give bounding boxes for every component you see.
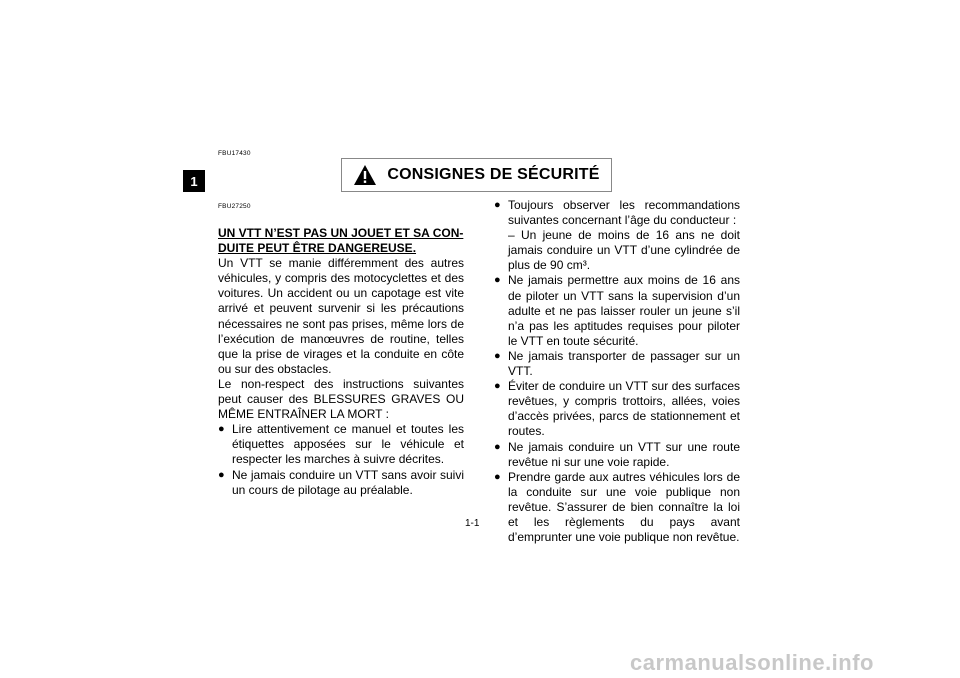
warning-heading-line-1: UN VTT N’EST PAS UN JOUET ET SA CON- [218, 226, 464, 240]
list-item-subtext: – Un jeune de moins de 16 ans ne doit jamais conduire un VTT d’une cylindrée de plus de 90 cm³. [508, 228, 740, 273]
bullet-icon: ● [494, 440, 501, 453]
bullet-icon: ● [494, 349, 501, 362]
bullet-icon: ● [494, 380, 501, 393]
list-item [494, 440, 740, 470]
list-item-text: Ne jamais conduire un VTT sur une route revêtue ni sur une voie rapide. [508, 439, 740, 469]
list-item-text: Ne jamais conduire un VTT sans avoir suivi un cours de pilotage au préalable. [232, 467, 464, 497]
bullet-icon: ● [218, 423, 225, 436]
warning-icon [353, 164, 377, 186]
list-item [494, 198, 740, 273]
list-item [494, 379, 740, 439]
consequence-paragraph: Le non-respect des instructions suivantes peut causer des BLESSURES GRAVES OU MÊME ENTRAÎNER LA MORT : [218, 376, 464, 422]
list-item-text: Éviter de conduire un VTT sur des surfaces revêtues, y compris trottoirs, allées, voies d’accès privées, parcs de stationnement et routes. [508, 379, 740, 439]
list-item [218, 468, 464, 498]
watermark: carmanualsonline.info [630, 650, 874, 675]
list-item [494, 349, 740, 379]
page-number: 1-1 [465, 518, 480, 529]
bullet-icon: ● [494, 274, 501, 287]
list-item [218, 422, 464, 467]
left-column [218, 226, 464, 498]
warning-heading-line-2: DUITE PEUT ÊTRE DANGEREUSE. [218, 241, 417, 256]
reference-code-section: FBU27250 [218, 203, 251, 210]
bullet-icon: ● [494, 199, 501, 211]
chapter-tab: 1 [183, 170, 205, 192]
list-item-text: Lire attentivement ce manuel et toutes les étiquettes apposées sur le véhicule et respecter les marches à suivre décrites. [232, 422, 464, 467]
section-title-box [341, 158, 612, 192]
intro-paragraph: Un VTT se manie différemment des autres véhicules, y compris des motocyclettes et des voitures. Un accident ou un capotage est vite arrivé et peuvent survenir si les précautions nécessaires ne sont pas prises, même lors de l’exécution de manœuvres de routine, telles que la prise de virages et la conduite en côte ou sur des obstacles. [218, 256, 464, 376]
list-item [494, 470, 740, 545]
bullet-icon: ● [218, 468, 225, 481]
list-item-text: Toujours observer les recommandations suivantes concernant l’âge du conducteur : [508, 198, 740, 228]
right-column [494, 198, 740, 545]
list-item-text: Prendre garde aux autres véhicules lors de la conduite sur une voie publique non revêtue. S’assurer de bien connaître la loi et les règlements du pays avant d’emprunter une voie publique non revêtue. [508, 469, 740, 545]
list-item-text: Ne jamais permettre aux moins de 16 ans de piloter un VTT sans la supervision d’un adulte et ne pas laisser rouler un jeune s’il n’a pas les aptitudes requises pour piloter le VTT en toute sécurité. [508, 273, 740, 348]
bullet-icon: ● [494, 470, 501, 483]
reference-code-top: FBU17430 [218, 150, 251, 157]
list-item [494, 273, 740, 348]
page-title: CONSIGNES DE SÉCURITÉ [387, 166, 600, 183]
list-item-text: Ne jamais transporter de passager sur un VTT. [508, 348, 740, 379]
